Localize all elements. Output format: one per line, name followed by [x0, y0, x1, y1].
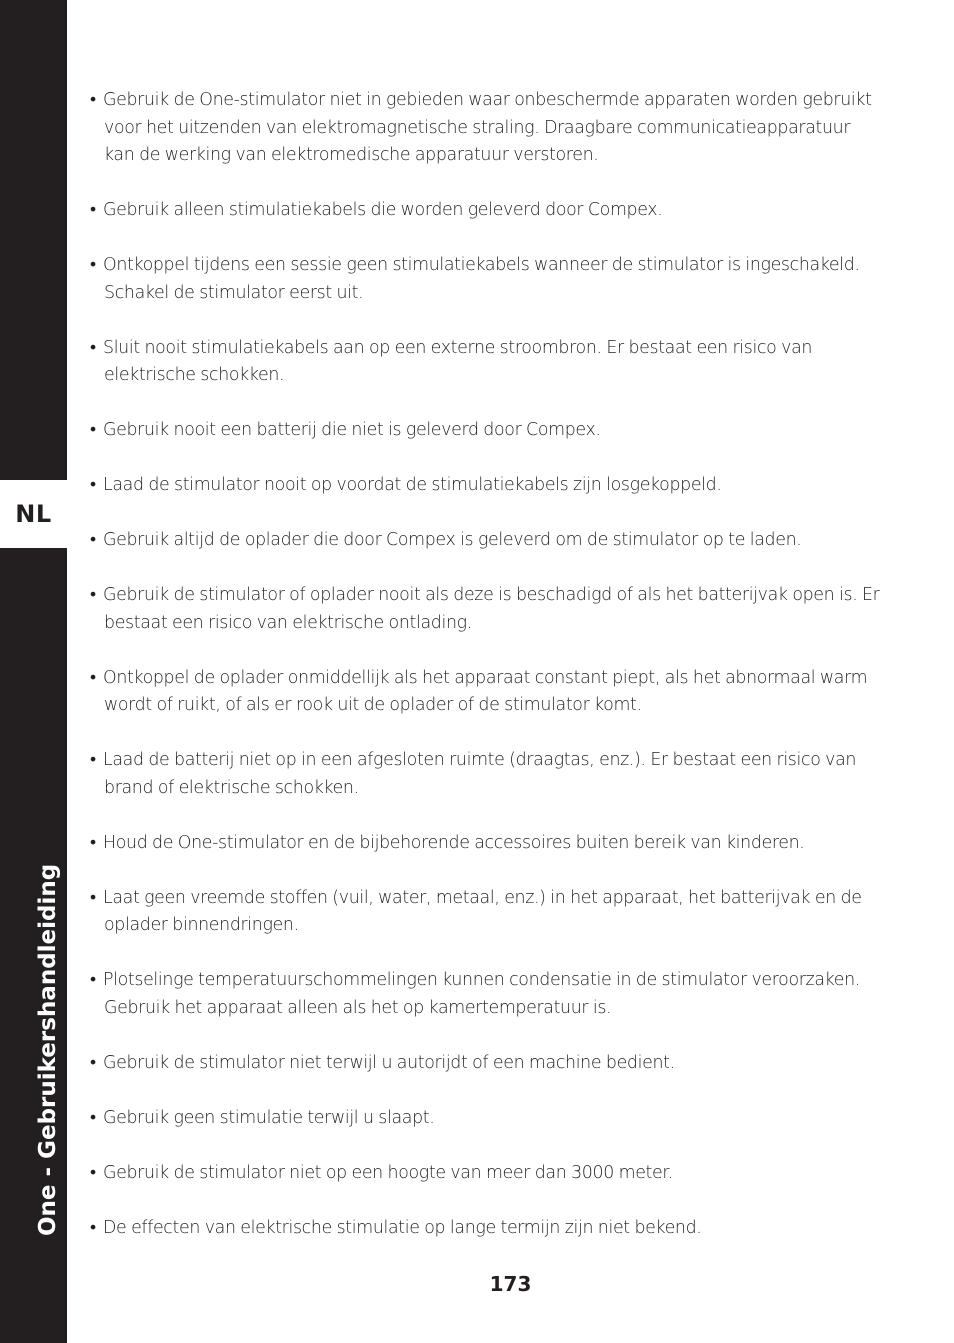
- list-item: [90, 417, 880, 445]
- list-item: [90, 665, 880, 720]
- list-item-text: Gebruik de stimulator niet terwijl u autorijdt of een machine bedient.: [103, 1052, 675, 1073]
- bullet: •: [90, 667, 96, 688]
- bullet: •: [90, 337, 96, 358]
- list-item: [90, 1105, 880, 1133]
- bullet: •: [90, 530, 96, 550]
- bullet: •: [90, 887, 96, 908]
- list-item: [90, 1215, 880, 1243]
- language-tab: [0, 480, 67, 548]
- bullet: •: [90, 970, 96, 990]
- list-item: [90, 1160, 880, 1188]
- bullet: •: [90, 1162, 96, 1183]
- language-tab-label: NL: [15, 500, 52, 528]
- list-item-text: Gebruik de One-stimulator niet in gebieden waar onbeschermde apparaten worden gebruikt voor het uitzenden van elektromagnetische straling. Draagbare communicatieapparatuur kan de werking van elektromedische apparatuur verstoren.: [103, 90, 872, 165]
- list-item: [90, 885, 880, 940]
- list-item: [90, 967, 880, 1022]
- list-item: [90, 830, 880, 858]
- list-item: [90, 582, 880, 637]
- bullet: •: [90, 750, 96, 770]
- bullet: •: [90, 832, 96, 853]
- bullet: •: [90, 1217, 96, 1238]
- list-item: [90, 527, 880, 555]
- bullet: •: [90, 1107, 96, 1128]
- list-item-text: Ontkoppel tijdens een sessie geen stimulatiekabels wanneer de stimulator is ingeschakeld. Schakel de stimulator eerst uit.: [103, 255, 860, 303]
- bullet: •: [90, 200, 96, 220]
- bullet: •: [90, 90, 96, 110]
- manual-title: One - Gebruikershandleiding: [35, 863, 61, 1236]
- bullet: •: [90, 255, 96, 275]
- list-item-text: De effecten van elektrische stimulatie op lange termijn zijn niet bekend.: [103, 1217, 702, 1238]
- bullet: •: [90, 475, 96, 495]
- list-item-text: Laad de batterij niet op in een afgesloten ruimte (draagtas, enz.). Er bestaat een risico van brand of elektrische schokken.: [103, 750, 857, 798]
- list-item-text: Sluit nooit stimulatiekabels aan op een externe stroombron. Er bestaat een risico van elektrische schokken.: [103, 337, 813, 385]
- list-item: [90, 197, 880, 225]
- list-item: [90, 1050, 880, 1078]
- list-item: [90, 747, 880, 802]
- bullet: •: [90, 1052, 96, 1073]
- list-item-text: Laat geen vreemde stoffen (vuil, water, metaal, enz.) in het apparaat, het batterijvak en de oplader binnendringen.: [103, 887, 862, 935]
- page-number: 173: [489, 1272, 532, 1296]
- list-item-text: Gebruik de stimulator of oplader nooit als deze is beschadigd of als het batterijvak open is. Er bestaat een risico van elektrische ontlading.: [103, 585, 880, 633]
- safety-warnings-list: [90, 87, 880, 1270]
- list-item-text: Gebruik nooit een batterij die niet is geleverd door Compex.: [103, 420, 601, 440]
- list-item-text: Laad de stimulator nooit op voordat de stimulatiekabels zijn losgekoppeld.: [103, 475, 722, 495]
- list-item-text: Gebruik altijd de oplader die door Compex is geleverd om de stimulator op te laden.: [103, 530, 802, 550]
- list-item-text: Gebruik alleen stimulatiekabels die worden geleverd door Compex.: [103, 200, 663, 220]
- list-item: [90, 335, 880, 390]
- list-item: [90, 472, 880, 500]
- sidebar: [0, 0, 67, 1343]
- list-item: [90, 87, 880, 170]
- list-item: [90, 252, 880, 307]
- list-item-text: Gebruik geen stimulatie terwijl u slaapt.: [103, 1107, 435, 1128]
- list-item-text: Houd de One-stimulator en de bijbehorende accessoires buiten bereik van kinderen.: [103, 832, 805, 853]
- list-item-text: Plotselinge temperatuurschommelingen kunnen condensatie in de stimulator veroorzaken. Gebruik het apparaat alleen als het op kamertemperatuur is.: [103, 970, 860, 1018]
- list-item-text: Gebruik de stimulator niet op een hoogte van meer dan 3000 meter.: [103, 1162, 673, 1183]
- list-item-text: Ontkoppel de oplader onmiddellijk als het apparaat constant piept, als het abnormaal warm wordt of ruikt, of als er rook uit de oplader of de stimulator komt.: [103, 667, 868, 715]
- bullet: •: [90, 585, 96, 605]
- bullet: •: [90, 420, 96, 440]
